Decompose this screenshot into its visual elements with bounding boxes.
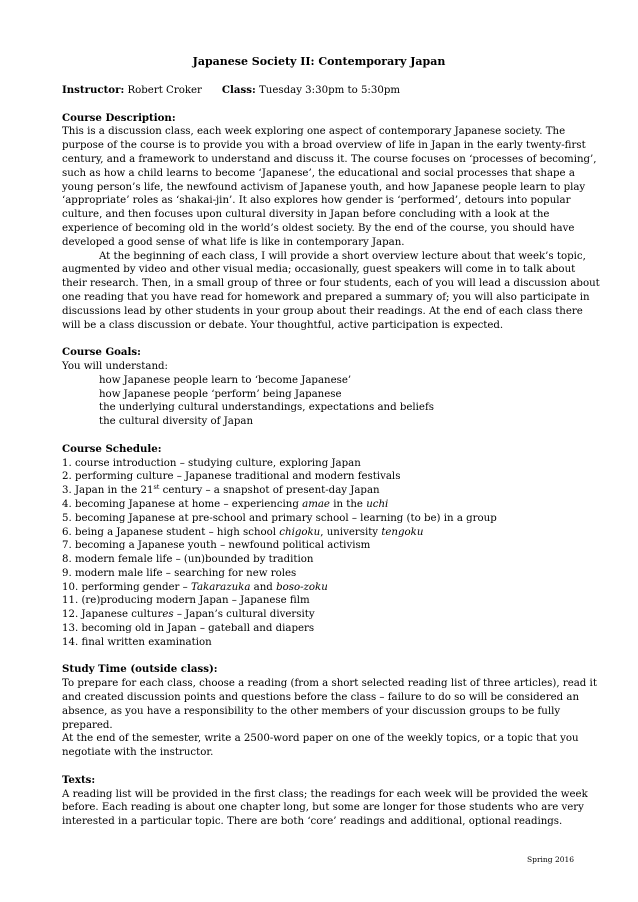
italic-term: chigoku — [279, 526, 321, 538]
schedule-item: 13. becoming old in Japan – gateball and diapers — [62, 623, 315, 635]
goals-heading: Course Goals: — [62, 346, 141, 359]
italic-term: es — [162, 609, 174, 621]
goal-item: how Japanese people learn to ‘become Japanese’ — [99, 374, 352, 386]
text-line: and created discussion points and questions before the class – failure to do so will be considered an — [62, 692, 580, 704]
description-heading: Course Description: — [62, 111, 176, 124]
text-line: young person’s life, the newfound activism of Japanese youth, and how Japanese people learn to play — [62, 181, 586, 193]
text-line: prepared. — [62, 719, 113, 731]
schedule-text: , university — [320, 526, 382, 538]
schedule-item — [62, 498, 582, 512]
text-line: such as how a child learns to become ‘Japanese’, the educational and social processes that shape a — [62, 167, 575, 179]
italic-term: amae — [302, 498, 330, 510]
text-line: augmented by video and other visual media; occasionally, guest speakers will come in to talk about — [62, 264, 576, 276]
text-line: discussions lead by other students in your group about their readings. At the end of each class there — [62, 305, 583, 317]
schedule-item — [62, 526, 582, 540]
text-line: before. Each reading is about one chapter long, but some are longer for those students who are very — [62, 802, 584, 814]
texts-paragraph — [62, 788, 588, 829]
schedule-text: 12. Japanese cultur — [62, 609, 163, 621]
schedule-text: 4. becoming Japanese at home – experiencing — [62, 498, 303, 510]
schedule-text: 10. performing gender – — [62, 581, 191, 593]
text-line: This is a discussion class, each week exploring one aspect of contemporary Japanese society. The — [62, 126, 566, 138]
italic-term: boso-zoku — [276, 581, 328, 593]
goal-item: how Japanese people ‘perform’ being Japanese — [99, 388, 342, 400]
text-line: will be a class discussion or debate. Your thoughtful, active participation is expected. — [62, 319, 504, 331]
description-paragraph-2 — [62, 250, 600, 333]
text-line: interested in a particular topic. There are both ‘core’ readings and additional, optional readings. — [62, 816, 563, 828]
study-paragraph-1 — [62, 677, 597, 732]
text-line: developed a good sense of what life is like in contemporary Japan. — [62, 236, 405, 248]
text-line: century, and a framework to understand and discuss it. The course focuses on ‘processes of becoming’, — [62, 153, 597, 165]
text-line: To prepare for each class, choose a reading (from a short selected reading list of three articles), read it — [62, 678, 597, 690]
goal-item: the underlying cultural understandings, expectations and beliefs — [99, 402, 434, 414]
schedule-item: 1. course introduction – studying culture, exploring Japan — [62, 457, 361, 469]
schedule-item: 8. modern female life – (un)bounded by tradition — [62, 554, 314, 566]
class-time: Tuesday 3:30pm to 5:30pm — [258, 85, 401, 96]
instructor-label: Instructor: — [62, 84, 125, 96]
text-line: A reading list will be provided in the first class; the readings for each week will be provided the week — [62, 788, 588, 800]
instructor-line — [62, 84, 582, 98]
schedule-text: century – a snapshot of present-day Japan — [159, 485, 380, 497]
superscript: st — [153, 483, 160, 492]
page-footer: Spring 2016 — [527, 855, 575, 864]
schedule-text: 3. Japan in the 21 — [62, 485, 154, 497]
text-line: purpose of the course is to provide you with a broad overview of life in Japan in the early twenty-first — [62, 140, 586, 152]
schedule-heading: Course Schedule: — [62, 442, 162, 455]
document-body — [62, 84, 600, 829]
italic-term: Takarazuka — [190, 581, 251, 593]
schedule-text: and — [250, 581, 277, 593]
instructor-name: Robert Croker — [127, 85, 202, 96]
document-title: Japanese Society II: Contemporary Japan — [192, 55, 446, 68]
goals-intro: You will understand: — [62, 360, 168, 372]
study-heading: Study Time (outside class): — [62, 663, 218, 676]
text-line: ‘appropriate’ roles as ‘shakai-jin’. It also explores how gender is ‘performed’, detours into popular — [62, 195, 571, 207]
text-line: At the end of the semester, write a 2500-word paper on one of the weekly topics, or a topic that you — [62, 733, 579, 745]
text-line: absence, as you have a responsibility to the other members of your discussion groups to be fully — [62, 705, 561, 717]
schedule-item: 5. becoming Japanese at pre-school and primary school – learning (to be) in a group — [62, 512, 497, 524]
text-line: experience of becoming old in the world’s oldest society. By the end of the course, you should have — [62, 222, 575, 234]
schedule-item: 2. performing culture – Japanese traditional and modern festivals — [62, 471, 401, 483]
italic-term: uchi — [366, 498, 389, 510]
schedule-item: 7. becoming a Japanese youth – newfound political activism — [62, 540, 371, 552]
schedule-item: 14. final written examination — [62, 636, 212, 648]
text-line: At the beginning of each class, I will provide a short overview lecture about that week’s topic, — [99, 250, 586, 262]
schedule-item — [62, 581, 582, 595]
schedule-text: – Japan’s cultural diversity — [173, 609, 315, 621]
class-label: Class: — [221, 84, 256, 96]
description-paragraph-1 — [62, 125, 597, 249]
schedule-item: 9. modern male life – searching for new roles — [62, 567, 297, 579]
goal-item: the cultural diversity of Japan — [99, 416, 254, 428]
schedule-item: 11. (re)producing modern Japan – Japanese film — [62, 595, 310, 607]
schedule-item — [62, 484, 582, 498]
text-line: negotiate with the instructor. — [62, 747, 214, 759]
text-line: their research. Then, in a small group of three or four students, each of you will lead a discussion about — [62, 278, 600, 290]
study-paragraph-2 — [62, 732, 582, 760]
schedule-text: in the — [329, 498, 367, 510]
italic-term: tengoku — [381, 526, 424, 538]
schedule-text: 6. being a Japanese student – high school — [62, 526, 280, 538]
text-line: one reading that you have read for homework and prepared a summary of; you will also participate in — [62, 291, 590, 303]
schedule-item — [62, 608, 582, 622]
texts-heading: Texts: — [62, 773, 96, 786]
text-line: culture, and then focuses upon cultural diversity in Japan before concluding with a look at the — [62, 209, 550, 221]
